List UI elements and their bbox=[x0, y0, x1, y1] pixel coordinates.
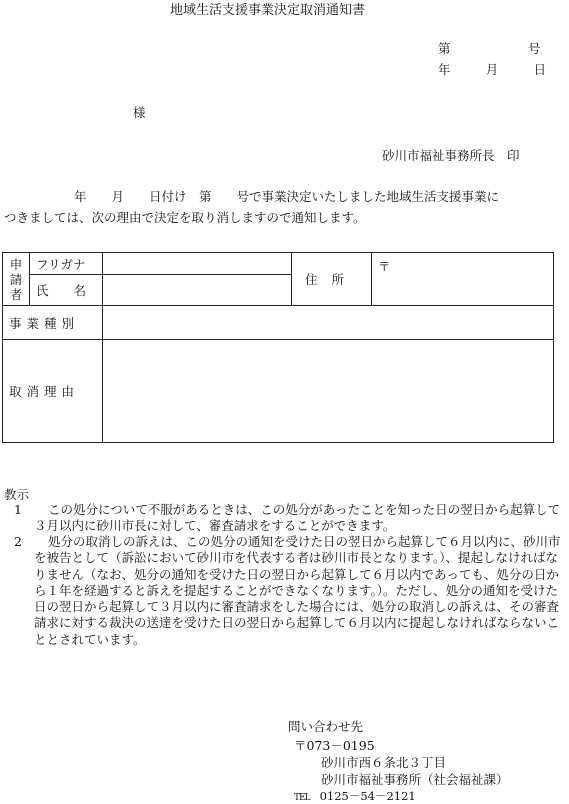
address-label: 住所 bbox=[292, 253, 372, 306]
contact-office: 砂川市福祉事務所（社会福祉課） bbox=[321, 772, 509, 787]
address-field[interactable] bbox=[372, 253, 554, 306]
intro-line-1: 年 月 日付け 第 号で事業決定いたしました地域生活支援事業に bbox=[74, 189, 500, 204]
notice-item-2-text: 処分の取消しの訴えは、この処分の通知を受けた日の翌日から起算して６月以内に、砂川市を被告として（訴訟において砂川市を代表する者は砂川市長となります。）、提起しなければなりません（なお、処分の通知を受けた日の翌日から起算して６月以内であっても、処分の日から１年を経過すると訴えを提起することができなくなります。）。ただし、処分の通知を受けた日の翌日から起算して３月以内に審査請求をした場合には、処分の取消しの訴えは、その審査請求に対する裁決の送達を受けた日の翌日から起算して６月以内に提起しなければならないこととされています。 bbox=[34, 534, 561, 647]
issue-date bbox=[438, 62, 546, 77]
applicant-char-1: 申 bbox=[9, 256, 23, 272]
phone-label: TEL bbox=[294, 793, 310, 803]
notice-item-2 bbox=[14, 534, 569, 648]
addressee-suffix: 様 bbox=[133, 105, 146, 120]
document-number-suffix: 号 bbox=[528, 41, 541, 56]
notice-item-1-text: この処分について不服があるときは、この処分があったことを知った日の翌日から起算して３月以内に砂川市長に対して、審査請求をすることができます。 bbox=[34, 502, 561, 534]
cancel-reason-label: 取消理由 bbox=[3, 340, 103, 443]
document-number-label: 第 bbox=[438, 41, 451, 56]
cancel-reason-field[interactable] bbox=[103, 340, 554, 443]
contact-heading: 問い合わせ先 bbox=[288, 719, 364, 734]
furigana-field[interactable] bbox=[103, 253, 292, 275]
day-label: 日 bbox=[533, 62, 546, 77]
notice-item-2-number: 2 bbox=[14, 534, 22, 549]
year-label: 年 bbox=[438, 62, 451, 77]
notice-heading: 教示 bbox=[4, 487, 30, 502]
name-field[interactable] bbox=[103, 275, 292, 306]
phone-number: 0125－54－2121 bbox=[319, 789, 416, 803]
notice-item-1-number: 1 bbox=[14, 502, 22, 517]
furigana-row bbox=[3, 253, 554, 275]
service-type-row bbox=[3, 306, 554, 340]
application-form-table bbox=[2, 252, 554, 443]
notice-item-1 bbox=[14, 502, 569, 535]
applicant-label bbox=[3, 253, 30, 306]
intro-line-2: つきましては、次の理由で決定を取り消しますので通知します。 bbox=[4, 210, 366, 225]
furigana-label: フリガナ bbox=[30, 253, 103, 275]
intro-paragraph bbox=[4, 186, 564, 228]
document-title: 地域生活支援事業決定取消通知書 bbox=[170, 3, 366, 18]
issuer: 砂川市福祉事務所長 印 bbox=[382, 148, 520, 163]
name-label: 氏 名 bbox=[30, 275, 103, 306]
service-type-field[interactable] bbox=[103, 306, 554, 340]
contact-postal: 〒073－0195 bbox=[294, 738, 375, 753]
month-label: 月 bbox=[485, 62, 499, 77]
applicant-char-2: 請 bbox=[9, 271, 23, 287]
service-type-label: 事業種別 bbox=[3, 306, 103, 340]
postal-mark: 〒 bbox=[378, 259, 391, 274]
applicant-char-3: 者 bbox=[9, 286, 23, 302]
cancel-reason-row bbox=[3, 340, 554, 443]
contact-address: 砂川市西６条北３丁目 bbox=[321, 755, 447, 770]
